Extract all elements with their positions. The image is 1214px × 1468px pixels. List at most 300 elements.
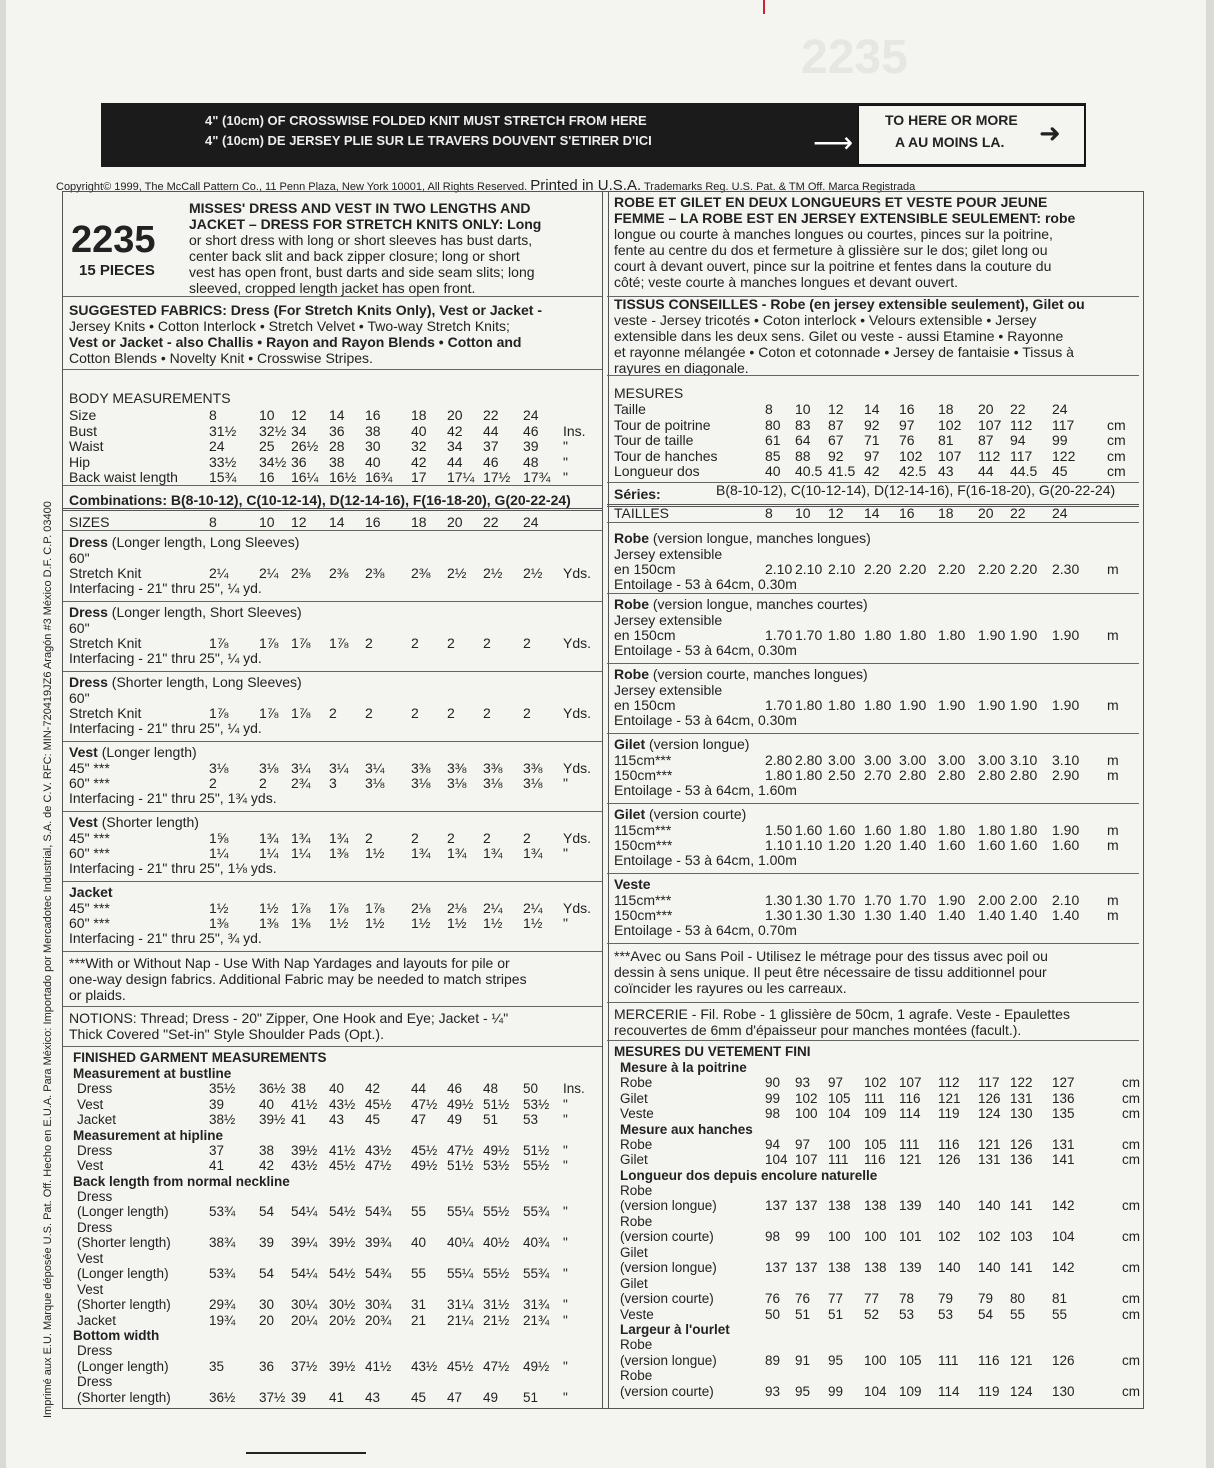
row-label: Gilet [620,1244,648,1260]
cell-value: 53½ [523,1096,550,1112]
cell-value: 10 [795,505,811,521]
cell-value: 121 [1010,1352,1033,1368]
cell-value: 30 [365,438,381,454]
cell-value: 30½ [329,1297,356,1312]
row-label: (version longue) [620,1260,717,1275]
cell-value: 71 [864,432,880,448]
cell-value: 32 [411,438,427,454]
cell-value: 42 [864,463,880,479]
cell-value: 130 [1010,1106,1033,1121]
cell-value: 76 [795,1291,811,1306]
cell-value: 1.60 [1010,837,1038,853]
cell-value: 79 [978,1291,994,1306]
cell-value: 1.10 [795,837,823,853]
cell-value: 53½ [483,1158,510,1173]
section-divider [63,296,602,297]
cell-value: 1.20 [864,837,892,853]
cell-value: 47½ [365,1158,392,1173]
cell-value: 2.90 [1052,767,1080,783]
cell-value: 1.80 [1010,822,1038,838]
row-label: Dress [77,1188,113,1204]
cell-value: 44 [447,453,463,470]
stretch-target-en: TO HERE OR MORE [885,112,1018,128]
cell-value: 49½ [411,1158,438,1173]
cell-value: 49½ [523,1358,550,1374]
cell-value: 16 [899,505,915,521]
cell-value: 100 [864,1352,887,1368]
cell-value: 1.50 [765,822,793,838]
cell-value: 17 [411,469,427,485]
cell-value: 24 [1052,505,1068,521]
cell-value: 20 [978,505,994,521]
cell-value: 1.90 [1052,627,1080,643]
cell-value: 3⅛ [483,775,503,791]
cell-value: 1⅜ [329,845,349,861]
stretch-target-fr: A AU MOINS LA. [895,134,1005,150]
unit-label: " [563,845,568,861]
interfacing-line: Entoilage - 53 à 64cm, 0.70m [614,922,797,938]
cell-value: 10 [259,514,275,530]
unit-label: cm [1122,1352,1140,1368]
cell-value: 1¾ [483,845,503,861]
cell-value: 51 [828,1306,844,1322]
cell-value: 105 [828,1090,851,1106]
cell-value: 2 [483,830,491,846]
cell-value: 3⅜ [483,760,503,776]
section-title: MESURES [614,385,684,401]
piece-count: 15 PIECES [79,262,155,279]
cell-value: 1.40 [938,907,966,923]
cell-value: 39 [291,1389,307,1405]
measure-heading: Mesure aux hanches [620,1121,753,1137]
cell-value: 85 [765,447,781,464]
stretch-text-en: 4" (10cm) OF CROSSWISE FOLDED KNIT MUST STRETCH FROM HERE [205,113,647,128]
cell-value: 111 [864,1090,885,1106]
cell-value: 104 [765,1152,788,1167]
cell-value: 14 [329,514,345,530]
unit-label: " [563,1096,568,1112]
unit-label: cm [1122,1106,1140,1121]
view-name: Vest [69,744,98,760]
cell-value: 126 [938,1152,961,1167]
vertical-import-note: Imprimé aux E.U. Marque déposée U.S. Pat. Off. Hecho en E.U.A. Para México: Importado por Mercadotec Industrial, S.A. de C.V. RFC: MIN-720419JZ6 Aragón #3 México D.F. C.P. 03400 [42,501,54,1418]
row-label: 60" *** [69,845,110,861]
cell-value: 1.90 [978,697,1006,713]
cell-value: 3⅜ [447,760,467,776]
interfacing-line: Interfacing - 21" thru 25", ¼ yd. [69,720,262,736]
cell-value: 124 [1010,1383,1033,1399]
cell-value: 3⅜ [523,760,543,776]
cell-value: 3⅛ [259,760,279,776]
row-label: Tour de taille [614,432,694,448]
cell-value: 31½ [209,422,237,439]
cell-value: 94 [765,1136,781,1152]
cell-value: 42 [411,453,427,470]
cell-value: 40 [411,422,427,439]
section-divider [63,1006,602,1007]
view-name: Robe [614,530,649,546]
fabric-line: rayures en diagonale. [614,360,749,376]
cell-value: 16 [899,401,915,417]
cell-value: 55 [1052,1306,1068,1322]
cell-value: 39¾ [365,1235,392,1250]
unit-label: cm [1122,1291,1140,1306]
fabric-line: veste - Jersey tricotés • Coton interlock • Velours extensible • Jersey [614,312,1037,328]
sizes-header: SIZES [69,514,110,530]
cell-value: 98 [765,1229,781,1244]
unit-label: " [563,1204,568,1219]
cell-value: 138 [828,1198,851,1213]
cell-value: 2.20 [938,561,966,577]
cell-value: 1.70 [765,627,793,643]
cell-value: 121 [938,1090,961,1106]
instruction-grid [62,191,1144,1409]
view-heading [69,604,302,620]
cell-value: 2⅜ [365,565,385,581]
unit-label: " [563,1235,568,1250]
cell-value: 55 [411,1266,427,1281]
cell-value: 54 [259,1204,275,1219]
cell-value: 1.30 [828,907,856,923]
unit-label: " [563,1142,568,1158]
cell-value: 102 [795,1090,818,1106]
view-note: (Longer length) [97,744,197,760]
cell-value: 137 [795,1198,818,1213]
section-divider [607,873,1139,874]
unit-label: Yds. [563,760,592,776]
cell-value: 39½ [259,1112,286,1127]
cell-value: 102 [938,1229,961,1244]
cell-value: 2.10 [795,561,823,577]
notions-line: Thick Covered "Set-in" Style Shoulder Pads (Opt.). [69,1026,384,1042]
cell-value: 92 [864,416,880,433]
cell-value: 40 [765,463,781,479]
cell-value: 121 [978,1136,1001,1152]
cell-value: 20 [447,514,463,530]
cell-value: 139 [899,1198,922,1213]
cell-value: 1.40 [1010,907,1038,923]
cell-value: 43 [365,1389,381,1405]
cell-value: 88 [795,447,811,464]
cell-value: 12 [828,505,844,521]
cell-value: 99 [828,1383,844,1399]
cell-value: 111 [899,1136,920,1152]
cell-value: 1.80 [899,822,927,838]
cell-value: 136 [1010,1152,1033,1167]
cell-value: 1⅝ [209,830,229,846]
unit-label: m [1107,752,1119,768]
cell-value: 2 [447,635,455,651]
section-divider [63,508,602,511]
cell-value: 36 [291,453,307,470]
cell-value: 140 [978,1198,1001,1213]
cell-value: 3⅛ [411,775,431,791]
measure-heading: Back length from normal neckline [73,1173,290,1189]
unit-label: m [1107,892,1119,908]
interfacing-line: Interfacing - 21" thru 25", 1⅛ yds. [69,860,277,876]
cell-value: 41 [209,1158,225,1173]
cell-value: 55¾ [523,1204,550,1219]
cell-value: 1.60 [938,837,966,853]
cell-value: 54½ [329,1204,356,1219]
cell-value: 79 [938,1291,954,1306]
unit-label: m [1107,837,1119,853]
cell-value: 31½ [483,1297,510,1312]
cell-value: 40.5 [795,463,823,479]
interfacing-line: Interfacing - 21" thru 25", 1¾ yds. [69,790,277,806]
unit-label: cm [1122,1260,1140,1275]
view-note: (version longue, manches longues) [649,530,871,546]
cell-value: 1.10 [765,837,793,853]
unit-label: " [563,1266,568,1281]
cell-value: 2.20 [1010,561,1038,577]
cell-value: 1⅞ [329,900,349,916]
cell-value: 2 [365,635,373,651]
cell-value: 107 [795,1152,818,1167]
row-label: Tour de hanches [614,447,718,464]
cell-value: 1¾ [291,830,311,846]
view-heading [614,530,871,546]
cell-value: 2.80 [795,752,823,768]
cell-value: 2¼ [259,565,279,581]
cell-value: 51½ [447,1158,474,1173]
cell-value: 1⅞ [291,705,311,721]
cell-value: 51 [523,1389,539,1405]
unit-label: cm [1122,1152,1140,1167]
row-label: Dress [77,1081,113,1096]
view-note: (version courte, manches longues) [649,666,868,682]
cell-value: 77 [828,1291,844,1306]
cell-value: 20 [447,407,463,423]
cell-value: 36 [259,1358,275,1374]
unit-label: cm [1107,432,1126,448]
cell-value: 1.40 [899,907,927,923]
cell-value: 1.60 [828,822,856,838]
view-note: (Longer length, Short Sleeves) [107,604,302,620]
cell-value: 47½ [483,1358,510,1374]
cell-value: 35 [209,1358,225,1374]
cell-value: 16 [365,514,381,530]
unit-label: cm [1122,1306,1140,1322]
cell-value: 103 [1010,1229,1033,1244]
description-line: FEMME – LA ROBE EST EN JERSEY EXTENSIBLE SEULEMENT: robe [614,210,1076,226]
section-divider [607,733,1139,734]
cell-value: 40¼ [447,1235,474,1250]
cell-value: 3.00 [978,752,1006,768]
cell-value: 1⅜ [209,915,229,931]
cell-value: 2.80 [899,767,927,783]
cell-value: 51½ [483,1096,510,1112]
cell-value: 39½ [329,1235,356,1250]
row-label: 60" *** [69,775,110,791]
cell-value: 3 [329,775,337,791]
cell-value: 2.10 [828,561,856,577]
row-label: 150cm*** [614,837,673,853]
cell-value: 127 [1052,1075,1075,1090]
row-label: (version courte) [620,1383,714,1399]
cell-value: 54¼ [291,1266,318,1281]
cell-value: 2.80 [1010,767,1038,783]
stretch-target-box [858,105,1085,165]
cell-value: 39 [523,438,539,454]
cell-value: 43½ [291,1158,318,1173]
view-name: Vest [69,814,98,830]
view-name: Gilet [614,806,646,822]
unit-label: Yds. [563,635,592,651]
cell-value: 1⅞ [365,900,385,916]
cell-value: 39 [259,1235,275,1250]
interfacing-line: Interfacing - 21" thru 25", ¾ yd. [69,930,262,946]
row-label: Stretch Knit [69,565,142,581]
cell-value: 116 [978,1352,1000,1368]
cell-value: 87 [828,416,844,433]
cell-value: 138 [864,1260,887,1275]
row-label: Robe [620,1136,653,1152]
row-label: 45" *** [69,830,110,846]
row-label: Jacket [77,1112,117,1127]
cell-value: 17¾ [523,469,551,485]
stretch-text-fr: 4" (10cm) DE JERSEY PLIE SUR LE TRAVERS DOUVENT S'ETIRER D'ICI [205,133,652,148]
section-title: FINISHED GARMENT MEASUREMENTS [73,1050,327,1065]
view-note: (version longue) [645,736,750,752]
section-divider [607,803,1139,804]
cell-value: 47½ [411,1096,438,1112]
cell-value: 20½ [329,1312,356,1328]
cell-value: 3¼ [329,760,349,776]
row-label: Jacket [77,1312,117,1328]
cell-value: 1⅜ [291,915,311,931]
cell-value: 3.00 [938,752,966,768]
unit-label: cm [1122,1136,1140,1152]
cell-value: 52 [864,1306,880,1322]
cell-value: 46 [523,422,539,439]
cell-value: 81 [938,432,954,448]
row-label: 60" [69,690,90,706]
cell-value: 1.70 [795,627,823,643]
cell-value: 131 [1052,1136,1075,1152]
section-title: MESURES DU VETEMENT FINI [614,1044,811,1059]
row-label: Taille [614,401,646,417]
unit-label: m [1107,561,1119,577]
cell-value: 8 [765,401,773,417]
cell-value: 47 [411,1112,427,1127]
cell-value: 97 [795,1136,811,1152]
cell-value: 2.20 [899,561,927,577]
description-line: center back slit and back zipper closure; long or short [189,248,520,264]
cell-value: 140 [978,1260,1001,1275]
row-label: Gilet [620,1275,648,1291]
row-label: 115cm*** [614,892,672,908]
cell-value: 100 [828,1136,851,1152]
cell-value: 2 [447,830,455,846]
interfacing-line: Interfacing - 21" thru 25", ¼ yd. [69,580,262,596]
cell-value: 93 [795,1075,811,1090]
cell-value: 2 [365,705,373,721]
cell-value: 1⅞ [259,635,279,651]
cell-value: 24 [209,438,225,454]
cell-value: 1.90 [1052,822,1080,838]
notions-line: recouvertes de 6mm d'épaisseur pour manches montées (facult.). [614,1022,1022,1038]
cell-value: 42 [365,1081,381,1096]
cell-value: 1.40 [1052,907,1080,923]
cell-value: 1.30 [765,907,793,923]
cell-value: 1⅞ [329,635,349,651]
cell-value: 49½ [447,1096,474,1112]
unit-label: " [563,775,568,791]
cell-value: 40 [329,1081,345,1096]
unit-label: cm [1122,1383,1140,1399]
cell-value: 2½ [447,565,467,581]
fabric-line: Jersey Knits • Cotton Interlock • Stretch Velvet • Two-way Stretch Knits; [69,318,510,334]
cell-value: 30 [259,1297,275,1312]
cell-value: 67 [828,432,844,448]
cell-value: 1.70 [828,892,856,908]
cell-value: 1¾ [447,845,467,861]
cell-value: 3.00 [828,752,856,768]
cell-value: 30¼ [291,1297,318,1312]
cell-value: 1.80 [828,627,856,643]
cell-value: 24 [523,514,539,530]
row-label: en 150cm [614,561,676,577]
cell-value: 36½ [259,1081,286,1096]
cell-value: 45½ [329,1158,356,1173]
row-label: Robe [620,1182,653,1198]
view-heading [614,806,746,822]
cell-value: 3¼ [365,760,385,776]
cell-value: 2.80 [765,752,793,768]
cell-value: 1.80 [938,822,966,838]
cell-value: 136 [1052,1090,1075,1106]
row-label: 150cm*** [614,907,673,923]
sizes-header: TAILLES [614,505,669,521]
cell-value: 35½ [209,1081,236,1096]
cell-value: 102 [978,1229,1001,1244]
cell-value: 122 [1052,447,1076,464]
section-divider [63,485,602,486]
row-label: (version courte) [620,1229,714,1244]
cell-value: 99 [765,1090,781,1106]
section-divider [63,951,602,952]
cell-value: 2.70 [864,767,892,783]
cell-value: 1.90 [1010,697,1038,713]
cell-value: 119 [938,1106,960,1121]
measure-heading: Longueur dos depuis encolure naturelle [620,1167,878,1183]
cell-value: 77 [864,1291,880,1306]
cell-value: 20¼ [291,1312,318,1328]
interfacing-line: Interfacing - 21" thru 25", ¼ yd. [69,650,262,666]
cell-value: 47½ [447,1142,474,1158]
description-line: côté; veste courte à manches longues et devant ouvert. [614,274,958,290]
cell-value: 140 [938,1260,961,1275]
bottom-edge-mark [246,1452,366,1468]
unit-label: " [563,1297,568,1312]
cell-value: 49 [483,1389,499,1405]
row-label: (version longue) [620,1198,717,1213]
cell-value: 38 [329,453,345,470]
cell-value: 1⅞ [291,635,311,651]
cell-value: 2.00 [1010,892,1038,908]
row-label: (version longue) [620,1352,717,1368]
view-heading [69,814,199,830]
row-label: 45" *** [69,760,110,776]
cell-value: 19¾ [209,1312,236,1328]
description-line: ROBE ET GILET EN DEUX LONGUEURS ET VESTE POUR JEUNE [614,194,1048,210]
cell-value: 97 [899,416,915,433]
unit-label: " [563,915,568,931]
cell-value: 1½ [523,915,543,931]
cell-value: 46 [483,453,499,470]
cell-value: 40½ [483,1235,510,1250]
